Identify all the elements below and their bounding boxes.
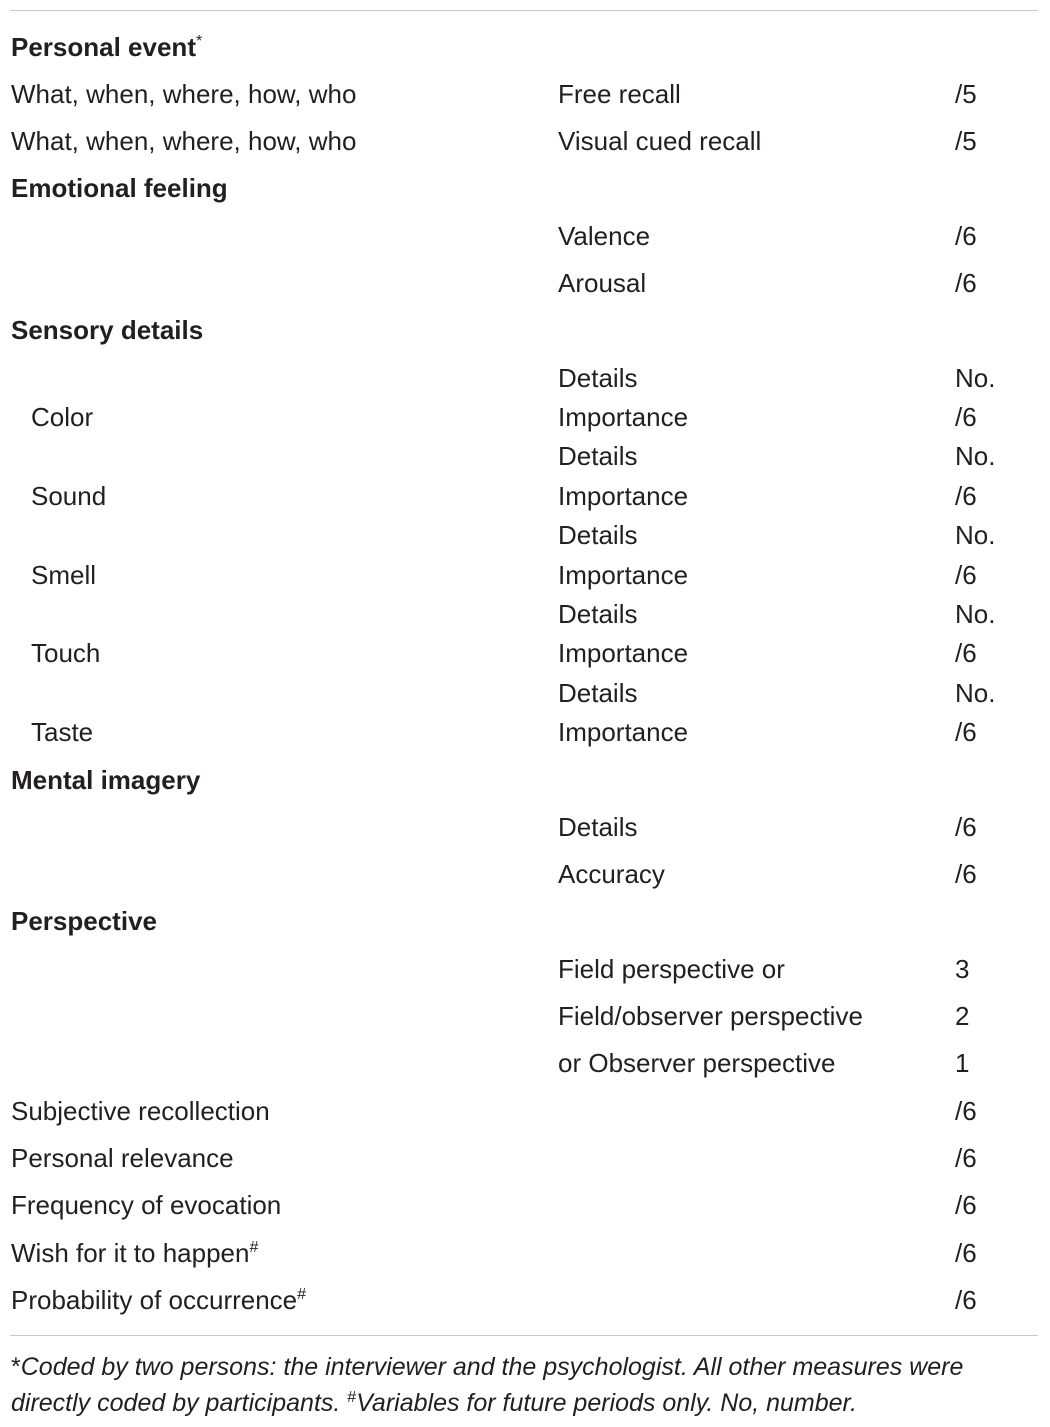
scale-cell: 2: [955, 1001, 970, 1031]
measure-cell: Accuracy: [558, 859, 665, 889]
measure-cell: Valence: [558, 221, 651, 251]
row-label-text: Mental imagery: [11, 765, 201, 795]
measure-cell: Field perspective or: [558, 954, 785, 984]
scale-cell: No.: [955, 363, 996, 393]
section-heading: [11, 765, 200, 795]
row-label-text: Probability of occurrence: [11, 1285, 298, 1315]
scale-cell: /6: [955, 638, 977, 668]
scale-cell: 1: [955, 1048, 970, 1078]
row-label: [11, 79, 356, 109]
footnote-mark-asterisk: *: [11, 1353, 21, 1381]
scale-cell: /6: [955, 1285, 977, 1315]
measure-cell: Details: [558, 678, 638, 708]
row-label: [31, 638, 100, 668]
scale-cell: /6: [955, 1096, 977, 1126]
scale-cell: /6: [955, 1238, 977, 1268]
measure-cell: Details: [558, 363, 638, 393]
section-heading: [11, 315, 203, 345]
row-label-text: What, when, where, how, who: [11, 79, 357, 109]
measure-cell: Importance: [558, 638, 689, 668]
section-heading: [11, 173, 228, 203]
measure-cell: Importance: [558, 560, 689, 590]
measure-cell: Field/observer perspective: [558, 1001, 863, 1031]
scale-cell: No.: [955, 441, 996, 471]
row-label-text: Personal relevance: [11, 1143, 234, 1173]
footnote-text-coding: Coded by two persons: the interviewer and the psychologist. All other measures were directly coded by participants.: [11, 1353, 964, 1417]
section-heading: [11, 32, 202, 62]
row-label: [31, 481, 106, 511]
row-label-text: Personal event: [11, 32, 196, 62]
footnote-text-future: Variables for future periods only. No, number.: [356, 1389, 857, 1417]
row-label: [11, 1190, 281, 1220]
measure-cell: Details: [558, 599, 638, 629]
scale-cell: No.: [955, 599, 996, 629]
footnote-marker: *: [195, 33, 203, 50]
row-label: [11, 1096, 270, 1126]
row-label: [11, 126, 356, 156]
measure-cell: Visual cued recall: [558, 126, 762, 156]
scale-cell: /5: [955, 79, 977, 109]
scale-cell: No.: [955, 678, 996, 708]
scale-cell: /5: [955, 126, 977, 156]
row-label: [11, 1285, 306, 1315]
row-label-text: Emotional feeling: [11, 173, 228, 203]
row-label-text: Subjective recollection: [11, 1096, 270, 1126]
section-heading: [11, 906, 157, 936]
scale-cell: No.: [955, 520, 996, 550]
row-label: [31, 402, 93, 432]
bottom-rule: [10, 1335, 1038, 1336]
row-label-text: Wish for it to happen: [11, 1238, 250, 1268]
row-label-text: Sound: [31, 481, 107, 511]
row-label: [11, 1143, 234, 1173]
measure-cell: Details: [558, 520, 638, 550]
scale-cell: /6: [955, 812, 977, 842]
row-label-text: Color: [31, 402, 94, 432]
scale-cell: /6: [955, 859, 977, 889]
row-label-text: Touch: [31, 638, 101, 668]
top-rule: [10, 10, 1038, 11]
scale-cell: /6: [955, 1143, 977, 1173]
row-label-text: Frequency of evocation: [11, 1190, 282, 1220]
measure-cell: Importance: [558, 481, 689, 511]
measure-cell: Details: [558, 812, 638, 842]
row-label: [11, 1238, 258, 1268]
scale-cell: /6: [955, 717, 977, 747]
scale-cell: /6: [955, 481, 977, 511]
measure-cell: or Observer perspective: [558, 1048, 836, 1078]
measure-cell: Details: [558, 441, 638, 471]
row-label-text: Smell: [31, 560, 97, 590]
measure-cell: Importance: [558, 717, 689, 747]
row-label: [31, 717, 93, 747]
footnote-marker: #: [297, 1286, 307, 1303]
footnote-mark-hash: #: [347, 1389, 357, 1406]
scale-cell: /6: [955, 402, 977, 432]
row-label: [31, 560, 96, 590]
table-footnote: [11, 1349, 1041, 1421]
row-label-text: Perspective: [11, 906, 157, 936]
measure-cell: Importance: [558, 402, 689, 432]
scale-cell: /6: [955, 221, 977, 251]
row-label-text: What, when, where, how, who: [11, 126, 357, 156]
measure-cell: Arousal: [558, 268, 647, 298]
scale-cell: 3: [955, 954, 970, 984]
row-label-text: Sensory details: [11, 315, 204, 345]
scale-cell: /6: [955, 560, 977, 590]
row-label-text: Taste: [31, 717, 94, 747]
scale-cell: /6: [955, 268, 977, 298]
scale-cell: /6: [955, 1190, 977, 1220]
footnote-marker: #: [249, 1239, 259, 1256]
measure-cell: Free recall: [558, 79, 681, 109]
